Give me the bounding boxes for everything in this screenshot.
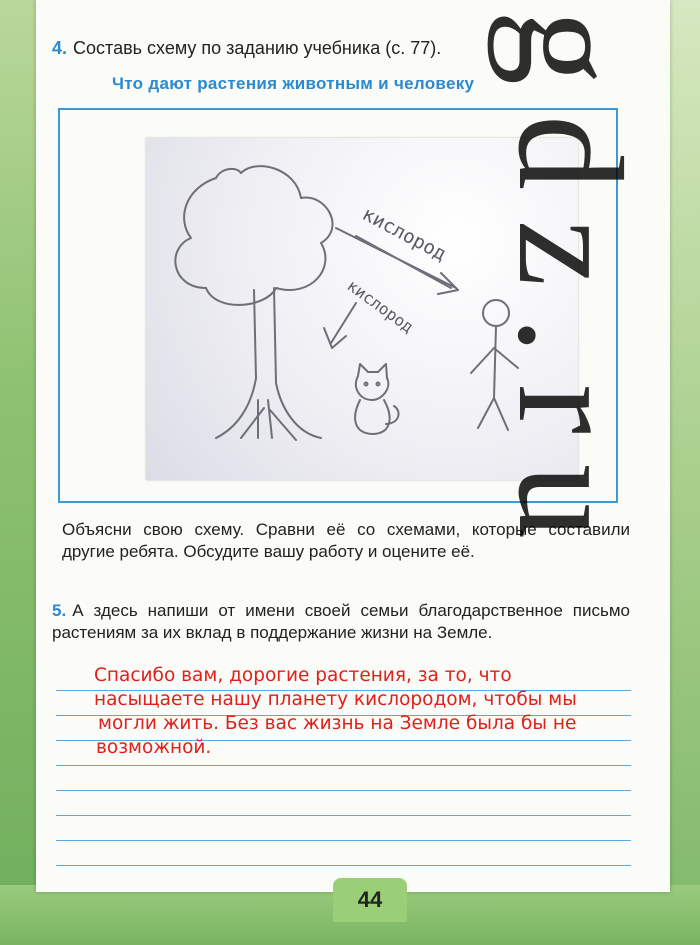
background-right (670, 0, 700, 945)
task-5-text: А здесь напиши от имени своей семьи благодарственное письмо растениям за их вклад в поддержание жизни на Земле. (52, 601, 630, 642)
task-5-number: 5. (52, 601, 67, 620)
task-5 (52, 600, 630, 644)
answer-line-4: возможной. (96, 737, 212, 758)
cat-drawing (355, 364, 398, 434)
diagram-photo (146, 138, 578, 480)
task-4-number: 4. (52, 38, 68, 58)
oxygen-label-1: кислород (358, 202, 450, 266)
task-4 (52, 38, 441, 59)
oxygen-label-2: кислород (343, 275, 418, 337)
answer-line-3: могли жить. Без вас жизнь на Земле была бы не (98, 713, 577, 734)
tree-crown (175, 166, 332, 305)
tree-trunk (216, 288, 321, 440)
diagram-heading: Что дают растения животным и человеку (112, 74, 475, 93)
writing-line (56, 816, 631, 841)
answer-line-2: насыщаете нашу планету кислородом, чтобы мы (94, 689, 577, 710)
explain-instruction: Объясни свою схему. Сравни её со схемами, которые составили другие ребята. Обсудите вашу работу и оцените её. (62, 520, 630, 561)
page-number: 44 (333, 878, 407, 922)
answer-line-1: Спасибо вам, дорогие растения, за то, что (94, 665, 512, 686)
hand-drawn-scheme (146, 138, 578, 480)
watermark-text: gdz.ru (487, 10, 653, 570)
writing-line (56, 841, 631, 866)
task-4-text: Составь схему по заданию учебника (с. 77). (73, 38, 442, 58)
writing-line (56, 766, 631, 791)
writing-line (56, 791, 631, 816)
handwritten-answer (56, 664, 631, 760)
arrow-to-cat (324, 303, 356, 348)
person-body (471, 326, 518, 430)
person-head (483, 300, 509, 326)
